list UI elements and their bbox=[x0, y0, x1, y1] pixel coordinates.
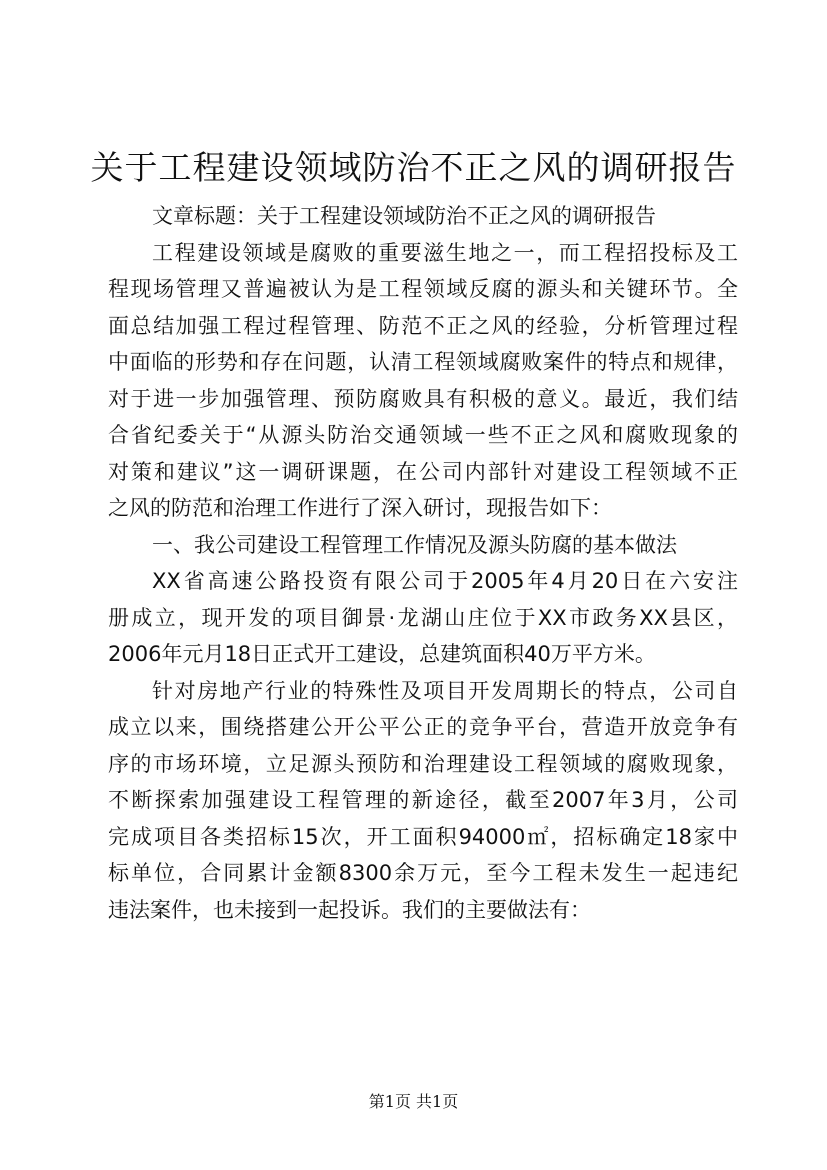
document-body bbox=[108, 198, 738, 928]
body-line: 序的市场环境，立足源头预防和治理建设工程领域的腐败现象， bbox=[108, 751, 738, 776]
body-line: 标单位，合同累计金额8300余万元，至今工程未发生一起违纪 bbox=[108, 861, 738, 885]
body-line: 对策和建议”这一调研课题，在公司内部针对建设工程领域不正 bbox=[108, 459, 738, 484]
body-line: 面总结加强工程过程管理、防范不正之风的经验，分析管理过程 bbox=[108, 313, 738, 338]
body-line: 2006年元月18日正式开工建设，总建筑面积40万平方米。 bbox=[108, 642, 656, 666]
body-line: 程现场管理又普遍被认为是工程领域反腐的源头和关键环节。全 bbox=[108, 277, 738, 301]
document-title: 关于工程建设领域防治不正之风的调研报告 bbox=[90, 148, 737, 187]
body-line: 中面临的形势和存在问题，认清工程领域腐败案件的特点和规律， bbox=[108, 350, 738, 374]
body-line: 工程建设领域是腐败的重要滋生地之一，而工程招投标及工 bbox=[152, 240, 738, 265]
body-line: 之风的防范和治理工作进行了深入研讨，现报告如下： bbox=[108, 496, 612, 520]
body-line: 违法案件，也未接到一起投诉。我们的主要做法有： bbox=[108, 897, 591, 922]
body-line: 对于进一步加强管理、预防腐败具有积极的意义。最近，我们结 bbox=[108, 386, 738, 411]
body-line: XX省高速公路投资有限公司于2005年4月20日在六安注 bbox=[152, 569, 738, 593]
body-line: 完成项目各类招标15次，开工面积94000㎡，招标确定18家中 bbox=[108, 824, 738, 849]
page-footer: 第1页 共1页 bbox=[368, 1092, 459, 1111]
body-line: 合省纪委关于“从源头防治交通领域一些不正之风和腐败现象的 bbox=[108, 423, 738, 447]
article-title-line: 文章标题：关于工程建设领域防治不正之风的调研报告 bbox=[152, 204, 656, 228]
body-line: 不断探索加强建设工程管理的新途径，截至2007年3月，公司 bbox=[108, 788, 738, 812]
body-line: 针对房地产行业的特殊性及项目开发周期长的特点，公司自 bbox=[152, 678, 738, 703]
section-heading: 一、我公司建设工程管理工作情况及源头防腐的基本做法 bbox=[152, 532, 677, 557]
body-line: 册成立，现开发的项目御景·龙湖山庄位于XX市政务XX县区， bbox=[108, 605, 738, 630]
body-line: 成立以来，围绕搭建公开公平公正的竞争平台，营造开放竞争有 bbox=[108, 715, 738, 739]
